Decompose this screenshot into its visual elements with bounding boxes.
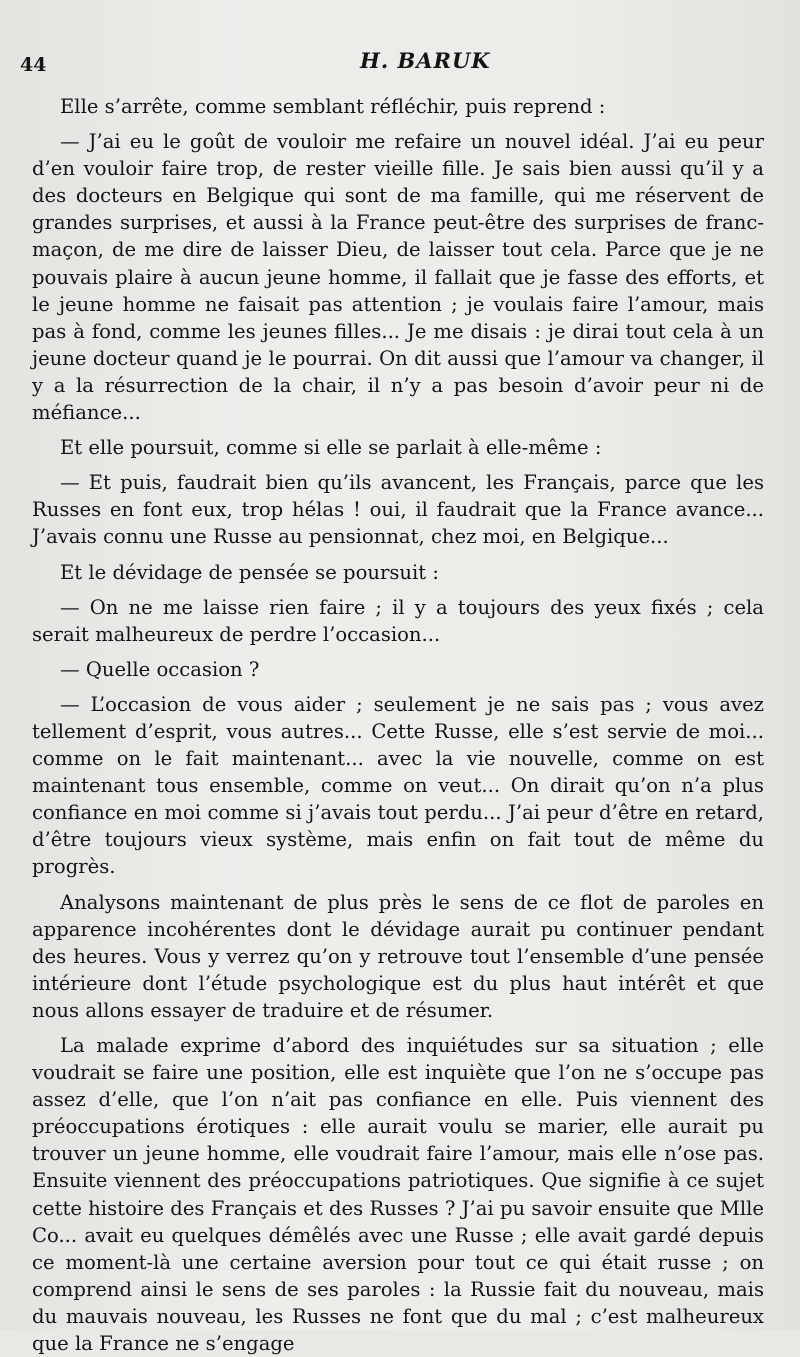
paragraph: Et le dévidage de pensée se poursuit : bbox=[60, 560, 440, 584]
paragraph: Analysons maintenant de plus près le sens de ce flot de paroles en apparence incohérentes dont le dévidage aurait pu continuer pendant des heures. Vous y verrez qu’on y retrouve tout l’ensemble d’une pensée intérieure dont l’étude psychologique est du plus haut intérêt et que nous allons essayer de traduire et de résumer. bbox=[32, 890, 764, 1022]
paragraph: — J’ai eu le goût de vouloir me refaire un nouvel idéal. J’ai eu peur d’en vouloir faire trop, de rester vieille fille. Je sais bien aussi qu’il y a des docteurs en Belgique qui sont de ma famille, qui me réservent de grandes surprises, et aussi à la France peut-être des surprises de franc-maçon, de me dire de laisser Dieu, de laisser tout cela. Parce que je ne pouvais plaire à aucun jeune homme, il fallait que je fasse des efforts, et le jeune homme ne faisait pas attention ; je voulais faire l’amour, mais pas à fond, comme les jeunes filles... Je me disais : je dirai tout cela à un jeune docteur quand je le pourrai. On dit aussi que l’amour va changer, il y a la résurrection de la chair, il n’y a pas besoin d’avoir peur ni de méfiance... bbox=[32, 130, 764, 425]
paragraph: — Et puis, faudrait bien qu’ils avancent, les Français, parce que les Russes en font eux, trop hélas ! oui, il faudrait que la France avance... J’avais connu une Russe au pensionnat, chez moi, en Belgique... bbox=[32, 471, 764, 549]
paragraph: La malade exprime d’abord des inquiétudes sur sa situation ; elle voudrait se faire une position, elle est inquiète que l’on ne s’occupe pas assez d’elle, que l’on n’ait pas confiance en elle. Puis viennent des préoccupations érotiques : elle aurait voulu se marier, elle aurait pu trouver un jeune homme, elle voudrait faire l’amour, mais elle n’ose pas. Ensuite viennent des préoccupations patriotiques. Que signifie à ce sujet cette histoire des Français et des Russes ? J’ai pu savoir ensuite que Mlle Co... avait eu quelques démêlés avec une Russe ; elle avait gardé depuis ce moment-là une certaine aversion pour tout ce qui était russe ; on comprend ainsi le sens de ses paroles : la Russie fait du nouveau, mais du mauvais nouveau, les Russes ne font que du mal ; c’est malheureux que la France ne s’engage bbox=[32, 1034, 764, 1356]
page-number: 44 bbox=[20, 54, 47, 76]
body-text bbox=[32, 93, 764, 1357]
page-header bbox=[20, 48, 780, 78]
paragraph: — On ne me laisse rien faire ; il y a toujours des yeux fixés ; cela serait malheureux de perdre l’occasion... bbox=[32, 595, 764, 646]
paragraph: — Quelle occasion ? bbox=[60, 657, 260, 681]
paragraph: — L’occasion de vous aider ; seulement je ne sais pas ; vous avez tellement d’esprit, vous autres... Cette Russe, elle s’est servie de moi... comme on le fait maintenant... avec la vie nouvelle, comme on est maintenant tous ensemble, comme on veut... On dirait qu’on n’a plus confiance en moi comme si j’avais tout perdu... J’ai peur d’être en retard, d’être toujours vieux système, mais enfin on fait tout de même du progrès. bbox=[32, 692, 764, 879]
paragraph: Elle s’arrête, comme semblant réfléchir, puis reprend : bbox=[60, 95, 606, 118]
paragraph: Et elle poursuit, comme si elle se parlait à elle-même : bbox=[60, 436, 602, 460]
running-head: H. BARUK bbox=[360, 48, 491, 73]
